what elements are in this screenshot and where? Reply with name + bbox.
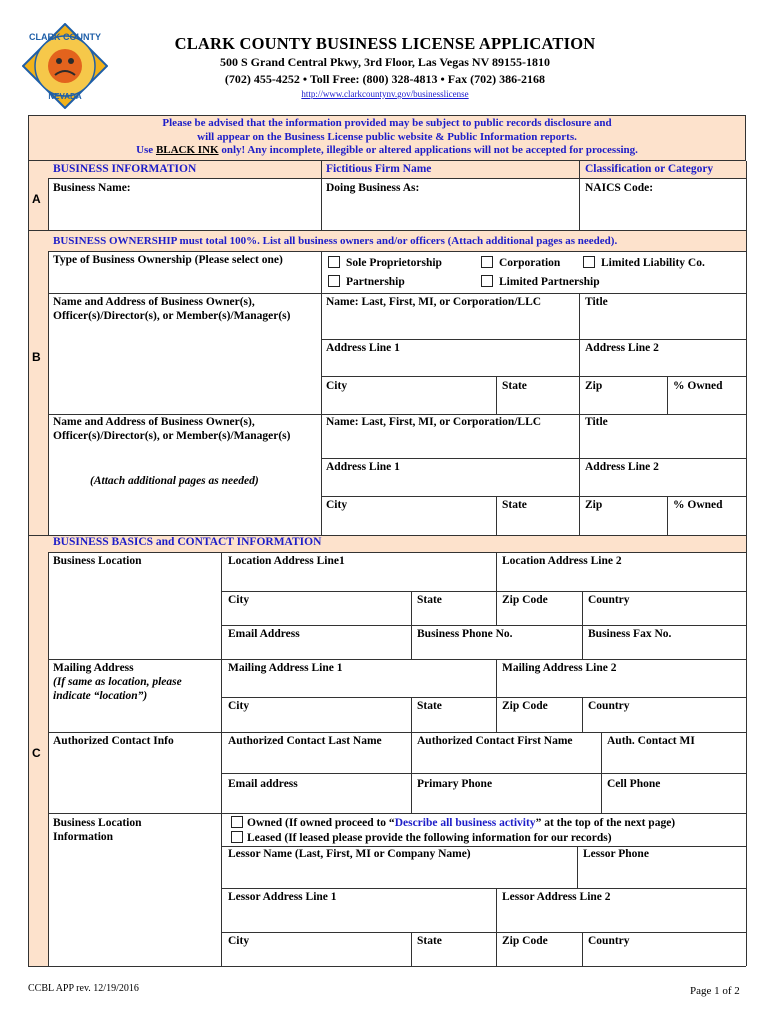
lessor-address-line-2-field[interactable]: Lessor Address Line 2 xyxy=(502,891,611,903)
owner-1-state-field[interactable]: State xyxy=(502,380,527,392)
mailing-city-field[interactable]: City xyxy=(228,700,250,712)
owner-2-label-line-1: Name and Address of Business Owner(s), xyxy=(53,416,255,428)
attach-pages-note: (Attach additional pages as needed) xyxy=(90,475,259,487)
corporation-checkbox[interactable] xyxy=(481,256,493,268)
owner-2-state-field[interactable]: State xyxy=(502,499,527,511)
owner-1-address-line-1[interactable]: Address Line 1 xyxy=(326,342,400,354)
authorized-contact-label: Authorized Contact Info xyxy=(53,735,174,747)
svg-text:NEVADA: NEVADA xyxy=(48,92,82,101)
llc-checkbox[interactable] xyxy=(583,256,595,268)
mailing-address-label: Mailing Address xyxy=(53,662,134,674)
mailing-address-line-2-field[interactable]: Mailing Address Line 2 xyxy=(502,662,617,674)
mailing-country-field[interactable]: Country xyxy=(588,700,630,712)
business-basics-heading: BUSINESS BASICS and CONTACT INFORMATION xyxy=(53,536,322,548)
lessor-country-field[interactable]: Country xyxy=(588,935,630,947)
partnership-option[interactable]: Partnership xyxy=(328,275,405,288)
owner-2-zip-field[interactable]: Zip xyxy=(585,499,603,511)
partnership-checkbox[interactable] xyxy=(328,275,340,287)
location-state-field[interactable]: State xyxy=(417,594,442,606)
auth-contact-mi-field[interactable]: Auth. Contact MI xyxy=(607,735,695,747)
doing-business-as-field[interactable]: Doing Business As: xyxy=(326,182,420,194)
primary-phone-field[interactable]: Primary Phone xyxy=(417,778,493,790)
business-email-field[interactable]: Email Address xyxy=(228,628,300,640)
lessor-zip-code-field[interactable]: Zip Code xyxy=(502,935,548,947)
business-location-info-label-2: Information xyxy=(53,831,114,843)
auth-contact-first-name-field[interactable]: Authorized Contact First Name xyxy=(417,735,573,747)
owner-1-zip-field[interactable]: Zip xyxy=(585,380,603,392)
owner-2-name-field[interactable]: Name: Last, First, MI, or Corporation/LLC xyxy=(326,416,542,428)
leased-option[interactable]: Leased (If leased please provide the following information for our records) xyxy=(231,831,612,844)
owner-1-title-field[interactable]: Title xyxy=(585,296,608,308)
business-name-field[interactable]: Business Name: xyxy=(53,182,131,194)
naics-code-field[interactable]: NAICS Code: xyxy=(585,182,654,194)
fictitious-firm-heading: Fictitious Firm Name xyxy=(326,163,432,175)
business-location-info-label-1: Business Location xyxy=(53,817,142,829)
owner-1-city-field[interactable]: City xyxy=(326,380,348,392)
lessor-state-field[interactable]: State xyxy=(417,935,442,947)
section-b-letter: B xyxy=(32,350,41,364)
classification-heading: Classification or Category xyxy=(585,163,714,175)
limited-partnership-checkbox[interactable] xyxy=(481,275,493,287)
business-location-label: Business Location xyxy=(53,555,142,567)
ownership-type-label: Type of Business Ownership (Please select one) xyxy=(53,254,283,266)
form-title: CLARK COUNTY BUSINESS LICENSE APPLICATION xyxy=(174,34,596,53)
business-information-heading: BUSINESS INFORMATION xyxy=(53,163,197,175)
owner-2-percent-owned-field[interactable]: % Owned xyxy=(673,499,723,511)
lessor-phone-field[interactable]: Lessor Phone xyxy=(583,848,649,860)
mailing-zip-code-field[interactable]: Zip Code xyxy=(502,700,548,712)
office-address: 500 S Grand Central Pkwy, 3rd Floor, Las Vegas NV 89155-1810 xyxy=(219,55,551,69)
svg-text:CLARK COUNTY: CLARK COUNTY xyxy=(29,32,101,42)
owner-1-percent-owned-field[interactable]: % Owned xyxy=(673,380,723,392)
business-fax-field[interactable]: Business Fax No. xyxy=(588,628,672,640)
public-records-notice xyxy=(28,115,746,161)
business-ownership-heading: BUSINESS OWNERSHIP must total 100%. List all business owners and/or officers (Attach additional pages as needed). xyxy=(53,235,618,247)
mailing-note-line-1: (If same as location, please xyxy=(53,676,182,688)
notice-line-2: will appear on the Business License public website & Public Information reports. xyxy=(197,130,577,143)
lessor-address-line-1-field[interactable]: Lessor Address Line 1 xyxy=(228,891,337,903)
owned-option[interactable]: Owned (If owned proceed to “Describe all business activity” at the top of the next page) xyxy=(231,816,675,829)
owner-2-label-line-2: Officer(s)/Director(s), or Member(s)/Manager(s) xyxy=(53,430,291,442)
cell-phone-field[interactable]: Cell Phone xyxy=(607,778,661,790)
sole-proprietorship-checkbox[interactable] xyxy=(328,256,340,268)
mailing-address-line-1-field[interactable]: Mailing Address Line 1 xyxy=(228,662,343,674)
owner-2-title-field[interactable]: Title xyxy=(585,416,608,428)
owner-1-label-line-2: Officer(s)/Director(s), or Member(s)/Manager(s) xyxy=(53,310,291,322)
section-a-letter: A xyxy=(32,192,41,206)
location-country-field[interactable]: Country xyxy=(588,594,630,606)
limited-partnership-option[interactable]: Limited Partnership xyxy=(481,275,600,288)
section-letter-column xyxy=(28,161,48,966)
mailing-state-field[interactable]: State xyxy=(417,700,442,712)
owner-1-name-field[interactable]: Name: Last, First, MI, or Corporation/LLC xyxy=(326,296,542,308)
mailing-note-line-2: indicate “location”) xyxy=(53,690,148,702)
lessor-name-field[interactable]: Lessor Name (Last, First, MI or Company Name) xyxy=(228,848,471,860)
phone-numbers: (702) 455-4252 • Toll Free: (800) 328-4813 • Fax (702) 386-2168 xyxy=(224,72,546,86)
notice-line-3: Use BLACK INK only! Any incomplete, illegible or altered applications will not be accepted for processing. xyxy=(136,144,638,156)
owner-1-label-line-1: Name and Address of Business Owner(s), xyxy=(53,296,255,308)
form-revision: CCBL APP rev. 12/19/2016 xyxy=(28,983,139,994)
section-c-letter: C xyxy=(32,746,41,760)
llc-option[interactable]: Limited Liability Co. xyxy=(583,256,705,269)
location-city-field[interactable]: City xyxy=(228,594,250,606)
owner-2-address-line-2[interactable]: Address Line 2 xyxy=(585,461,659,473)
owner-1-address-line-2[interactable]: Address Line 2 xyxy=(585,342,659,354)
location-address-line-1-field[interactable]: Location Address Line1 xyxy=(228,555,345,567)
page-number: Page 1 of 2 xyxy=(690,985,740,997)
sole-proprietorship-option[interactable]: Sole Proprietorship xyxy=(328,256,442,269)
owner-2-address-line-1[interactable]: Address Line 1 xyxy=(326,461,400,473)
auth-contact-last-name-field[interactable]: Authorized Contact Last Name xyxy=(228,735,382,747)
website-link[interactable]: http://www.clarkcountynv.gov/businesslicense xyxy=(301,89,469,99)
lessor-city-field[interactable]: City xyxy=(228,935,250,947)
business-phone-field[interactable]: Business Phone No. xyxy=(417,628,513,640)
owned-checkbox[interactable] xyxy=(231,816,243,828)
notice-line-1: Please be advised that the information provided may be subject to public records disclosure and xyxy=(162,117,612,129)
auth-contact-email-field[interactable]: Email address xyxy=(228,778,298,790)
leased-checkbox[interactable] xyxy=(231,831,243,843)
location-zip-code-field[interactable]: Zip Code xyxy=(502,594,548,606)
owner-2-city-field[interactable]: City xyxy=(326,499,348,511)
location-address-line-2-field[interactable]: Location Address Line 2 xyxy=(502,555,622,567)
corporation-option[interactable]: Corporation xyxy=(481,256,560,269)
